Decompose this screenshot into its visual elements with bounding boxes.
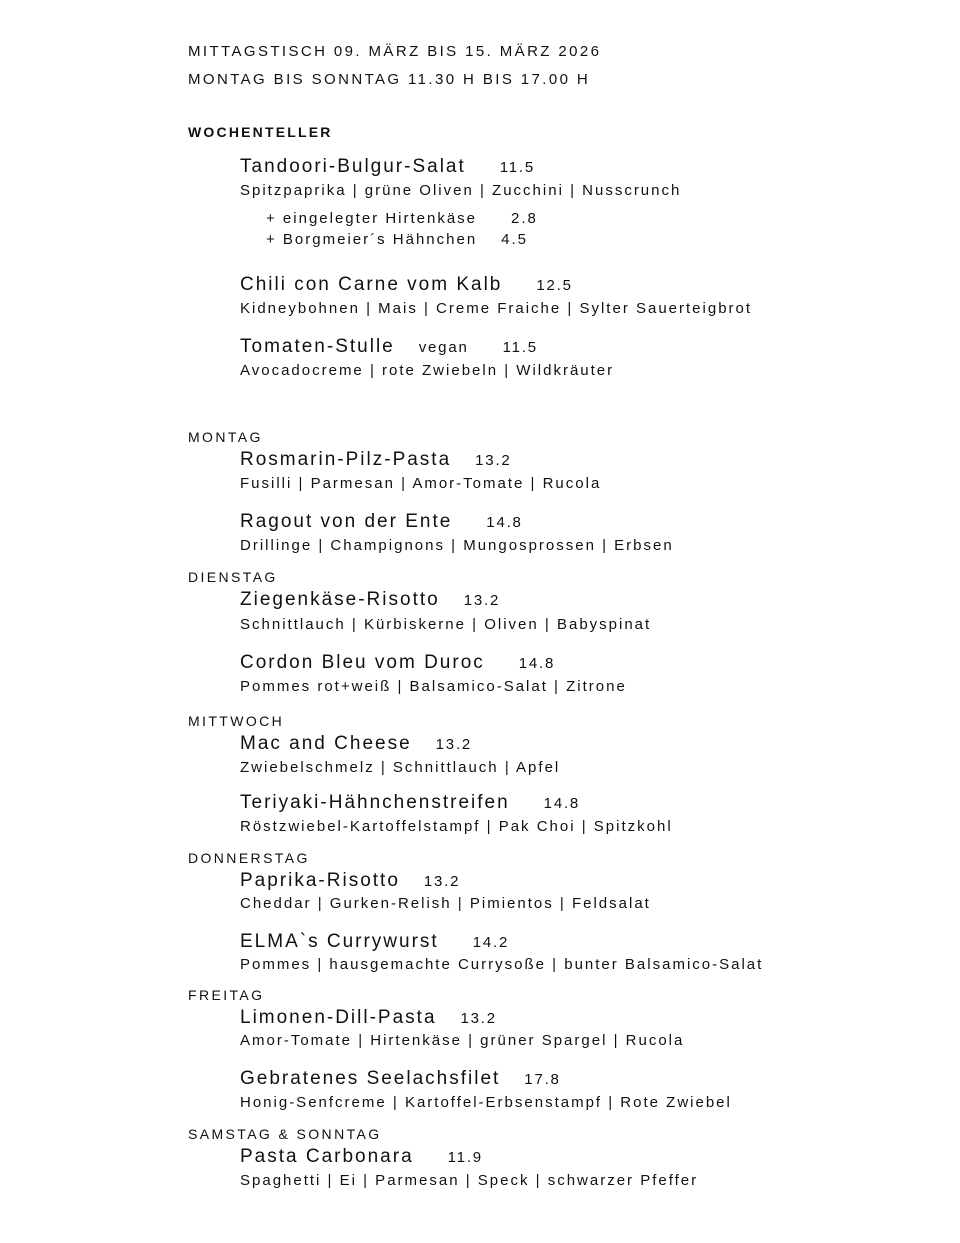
addon-price: 2.8: [511, 210, 538, 227]
day-label-freitag: FREITAG: [188, 987, 265, 1003]
day-label-montag: MONTAG: [188, 429, 263, 445]
dish-name: [240, 733, 472, 755]
dish-price: 13.2: [475, 452, 512, 469]
dish-name: [240, 589, 500, 611]
dish-name: [240, 511, 523, 533]
dish-title: ELMA`s Currywurst: [240, 931, 439, 952]
dish-description: Honig-Senfcreme | Kartoffel-Erbsenstampf | Rote Zwiebel: [240, 1094, 732, 1111]
dish-title: Paprika-Risotto: [240, 870, 400, 891]
dish-price: 11.5: [499, 159, 536, 176]
dish-title: Cordon Bleu vom Duroc: [240, 652, 485, 673]
dish-name: [240, 870, 460, 892]
section-title-wochenteller: WOCHENTELLER: [188, 124, 333, 140]
dish-description: Amor-Tomate | Hirtenkäse | grüner Spargel | Rucola: [240, 1032, 685, 1049]
dish-price: 11.5: [502, 339, 538, 356]
dish-price: 14.8: [518, 655, 556, 672]
day-label-samstag-sonntag: SAMSTAG & SONNTAG: [188, 1126, 382, 1142]
dish-price: 14.8: [543, 795, 581, 812]
addon-item: [266, 210, 538, 227]
dish-price: 13.2: [435, 736, 473, 753]
dish-title: Ziegenkäse-Risotto: [240, 589, 440, 610]
dish-name: [240, 274, 573, 296]
dish-price: 12.5: [536, 277, 573, 294]
dish-price: 14.8: [486, 514, 523, 531]
dish-name: [240, 652, 555, 674]
day-label-mittwoch: MITTWOCH: [188, 713, 285, 729]
dish-description: Avocadocreme | rote Zwiebeln | Wildkräuter: [240, 362, 615, 379]
dish-name: [240, 1007, 497, 1029]
dish-name: [240, 449, 512, 471]
dish-description: Fusilli | Parmesan | Amor-Tomate | Rucola: [240, 475, 602, 492]
dish-description: Zwiebelschmelz | Schnittlauch | Apfel: [240, 759, 561, 776]
dish-description: Kidneybohnen | Mais | Creme Fraiche | Sylter Sauerteigbrot: [240, 300, 753, 317]
dish-description: Röstzwiebel-Kartoffelstampf | Pak Choi | Spitzkohl: [240, 818, 673, 835]
dish-description: Drillinge | Champignons | Mungosprossen | Erbsen: [240, 537, 674, 554]
dish-price: 13.2: [463, 592, 501, 609]
dish-description: Spaghetti | Ei | Parmesan | Speck | schwarzer Pfeffer: [240, 1172, 699, 1189]
dish-description: Cheddar | Gurken-Relish | Pimientos | Feldsalat: [240, 895, 651, 912]
addon-item: [266, 231, 528, 248]
dish-title: Chili con Carne vom Kalb: [240, 274, 503, 295]
dish-name: [240, 931, 509, 953]
dish-description: Pommes rot+weiß | Balsamico-Salat | Zitrone: [240, 678, 627, 695]
dish-title: Gebratenes Seelachsfilet: [240, 1068, 501, 1089]
dish-description: Pommes | hausgemachte Currysoße | bunter Balsamico-Salat: [240, 956, 764, 973]
dish-price: 13.2: [423, 873, 461, 890]
dish-price: 13.2: [460, 1010, 497, 1027]
dish-title: Tomaten-Stulle: [240, 336, 395, 357]
header-date-range: MITTAGSTISCH 09. MÄRZ BIS 15. MÄRZ 2026: [188, 43, 602, 60]
header-opening-hours: MONTAG BIS SONNTAG 11.30 H BIS 17.00 H: [188, 71, 591, 88]
dish-title: Mac and Cheese: [240, 733, 412, 754]
dish-name: [240, 156, 535, 178]
dish-title: Ragout von der Ente: [240, 511, 453, 532]
dish-name: [240, 792, 580, 814]
dish-price: 11.9: [447, 1149, 483, 1166]
addon-label: + Borgmeier´s Hähnchen: [266, 231, 478, 248]
dish-description: Spitzpaprika | grüne Oliven | Zucchini | Nusscrunch: [240, 182, 682, 199]
dish-title: Rosmarin-Pilz-Pasta: [240, 449, 452, 470]
dish-description: Schnittlauch | Kürbiskerne | Oliven | Babyspinat: [240, 616, 652, 633]
dish-name: [240, 336, 538, 358]
day-label-donnerstag: DONNERSTAG: [188, 850, 310, 866]
dish-title: Pasta Carbonara: [240, 1146, 414, 1167]
dish-name: [240, 1068, 561, 1090]
day-label-dienstag: DIENSTAG: [188, 569, 278, 585]
addon-price: 4.5: [501, 231, 529, 248]
dish-title: Limonen-Dill-Pasta: [240, 1007, 437, 1028]
dish-tag-vegan: vegan: [418, 339, 469, 356]
addon-label: + eingelegter Hirtenkäse: [266, 210, 478, 227]
dish-price: 14.2: [472, 934, 510, 951]
dish-title: Teriyaki-Hähnchenstreifen: [240, 792, 510, 813]
dish-name: [240, 1146, 483, 1168]
dish-title: Tandoori-Bulgur-Salat: [240, 156, 466, 177]
dish-price: 17.8: [524, 1071, 561, 1088]
